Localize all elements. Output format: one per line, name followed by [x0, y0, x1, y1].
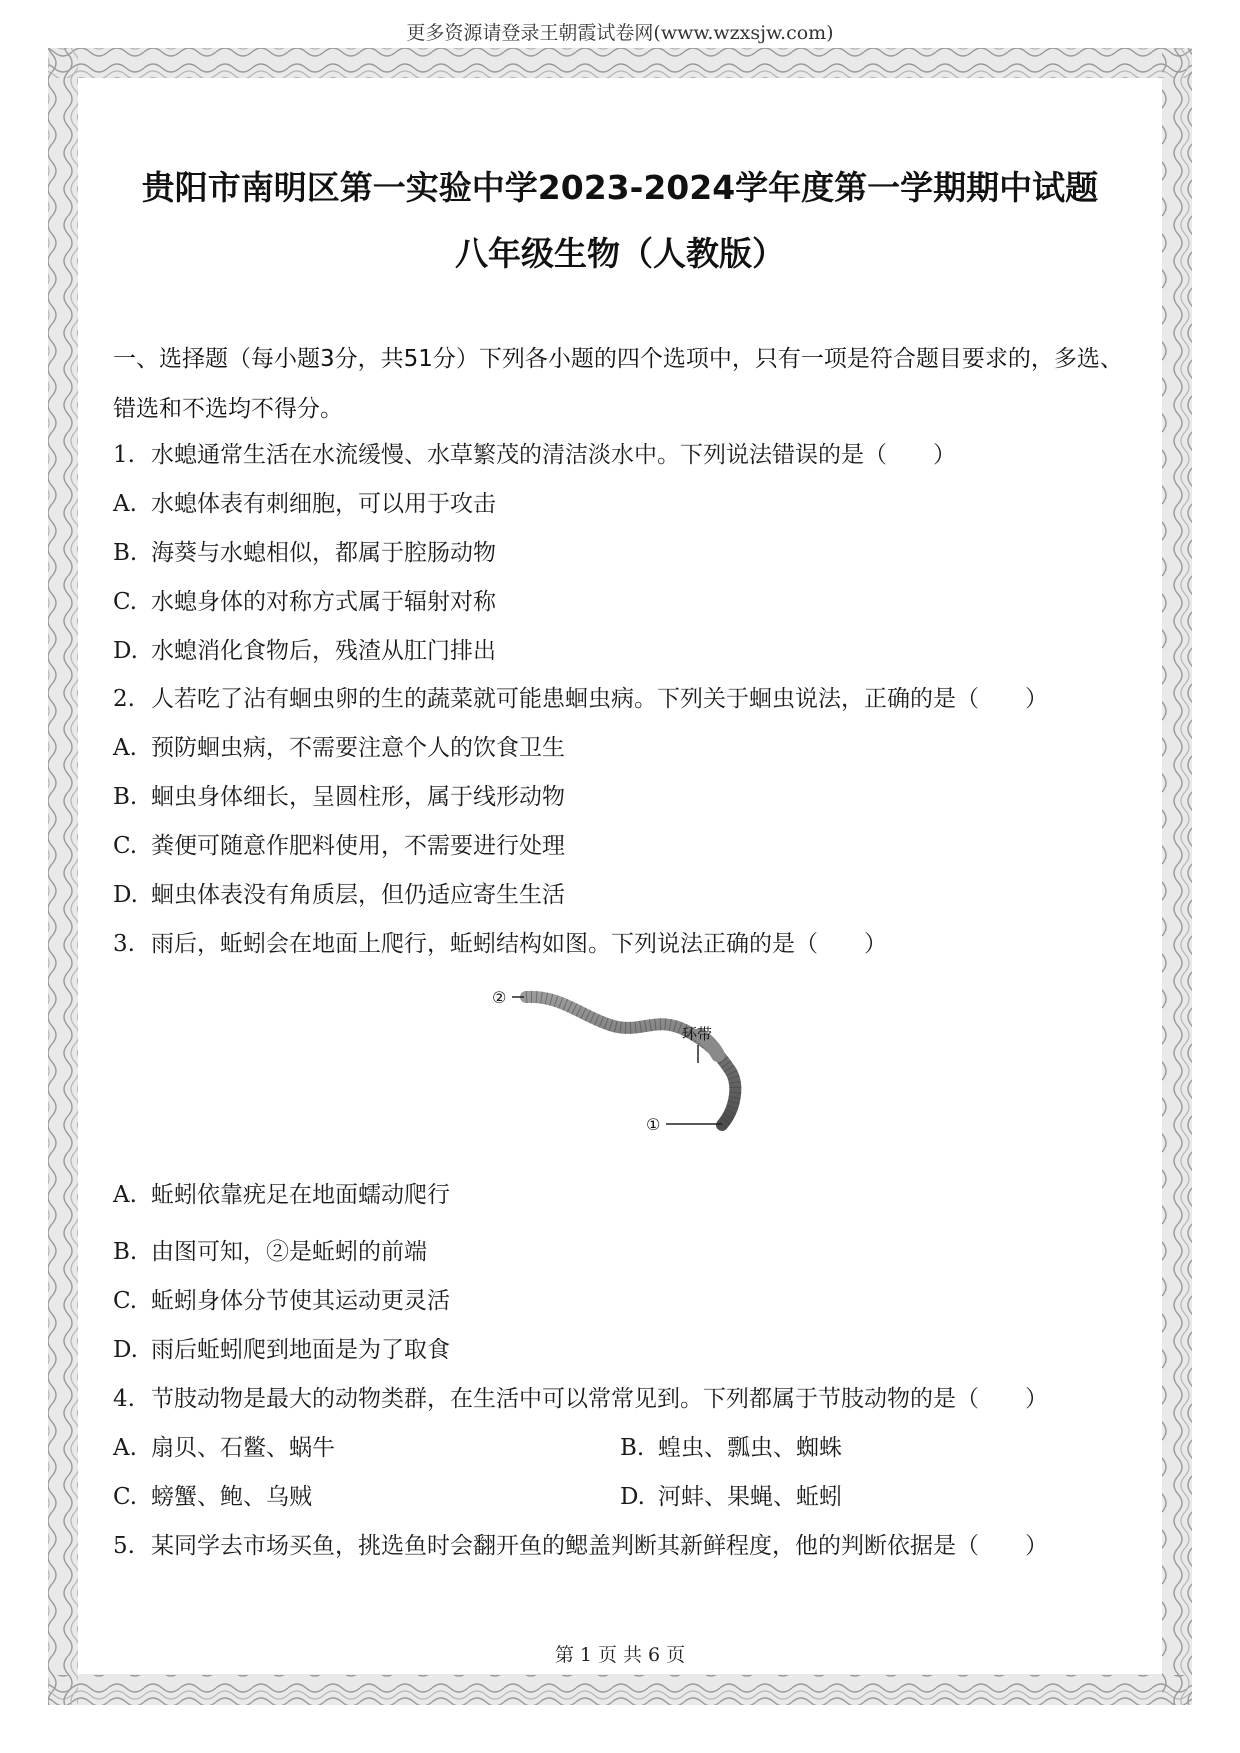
- question-2-option-c: C. 粪便可随意作肥料使用，不需要进行处理: [113, 833, 565, 859]
- page-footer: 第 1 页 共 6 页: [554, 1644, 686, 1666]
- question-3-option-a: A. 蚯蚓依靠疣足在地面蠕动爬行: [113, 1182, 450, 1208]
- question-1-stem: 1. 水螅通常生活在水流缓慢、水草繁茂的清洁淡水中。下列说法错误的是（ ）: [113, 442, 956, 468]
- question-5-stem: 5. 某同学去市场买鱼，挑选鱼时会翻开鱼的鳃盖判断其新鲜程度，他的判断依据是（ ）: [113, 1533, 1048, 1559]
- label-front-marker: ②: [492, 988, 507, 1007]
- exam-title: 贵阳市南明区第一实验中学2023-2024学年度第一学期期中试题: [141, 168, 1099, 207]
- label-back-marker: ①: [646, 1115, 661, 1134]
- header-note: 更多资源请登录王朝霞试卷网(www.wzxsjw.com): [406, 22, 834, 44]
- question-2-option-b: B. 蛔虫身体细长，呈圆柱形，属于线形动物: [113, 784, 565, 810]
- question-1-option-a: A. 水螅体表有刺细胞，可以用于攻击: [113, 491, 496, 517]
- question-4-stem: 4. 节肢动物是最大的动物类群，在生活中可以常常见到。下列都属于节肢动物的是（ ）: [113, 1386, 1048, 1412]
- question-2-option-a: A. 预防蛔虫病，不需要注意个人的饮食卫生: [113, 735, 565, 761]
- question-1-option-b: B. 海葵与水螅相似，都属于腔肠动物: [113, 540, 496, 566]
- question-3-stem: 3. 雨后，蚯蚓会在地面上爬行，蚯蚓结构如图。下列说法正确的是（ ）: [113, 931, 887, 957]
- earthworm-figure: [490, 985, 760, 1135]
- question-2-stem: 2. 人若吃了沾有蛔虫卵的生的蔬菜就可能患蛔虫病。下列关于蛔虫说法，正确的是（ ）: [113, 686, 1048, 712]
- question-4-option-b: B. 蝗虫、瓢虫、蜘蛛: [620, 1435, 842, 1461]
- question-3-option-c: C. 蚯蚓身体分节使其运动更灵活: [113, 1288, 450, 1314]
- question-4-option-a: A. 扇贝、石鳖、蜗牛: [113, 1435, 335, 1461]
- question-3-option-d: D. 雨后蚯蚓爬到地面是为了取食: [113, 1337, 450, 1363]
- question-1-option-d: D. 水螅消化食物后，残渣从肛门排出: [113, 638, 496, 664]
- question-2-option-d: D. 蛔虫体表没有角质层，但仍适应寄生生活: [113, 882, 565, 908]
- question-1-option-c: C. 水螅身体的对称方式属于辐射对称: [113, 589, 496, 615]
- section-intro: 一、选择题（每小题3分，共51分）下列各小题的四个选项中，只有一项是符合题目要求的，多选、错选和不选均不得分。: [113, 346, 1123, 422]
- question-4-option-c: C. 螃蟹、鲍、乌贼: [113, 1484, 312, 1510]
- label-band: 环带: [682, 1025, 713, 1043]
- question-3-option-b: B. 由图可知，②是蚯蚓的前端: [113, 1239, 427, 1265]
- exam-subtitle: 八年级生物（人教版）: [455, 234, 785, 273]
- question-4-option-d: D. 河蚌、果蝇、蚯蚓: [620, 1484, 842, 1510]
- earthworm-body: [526, 997, 735, 1125]
